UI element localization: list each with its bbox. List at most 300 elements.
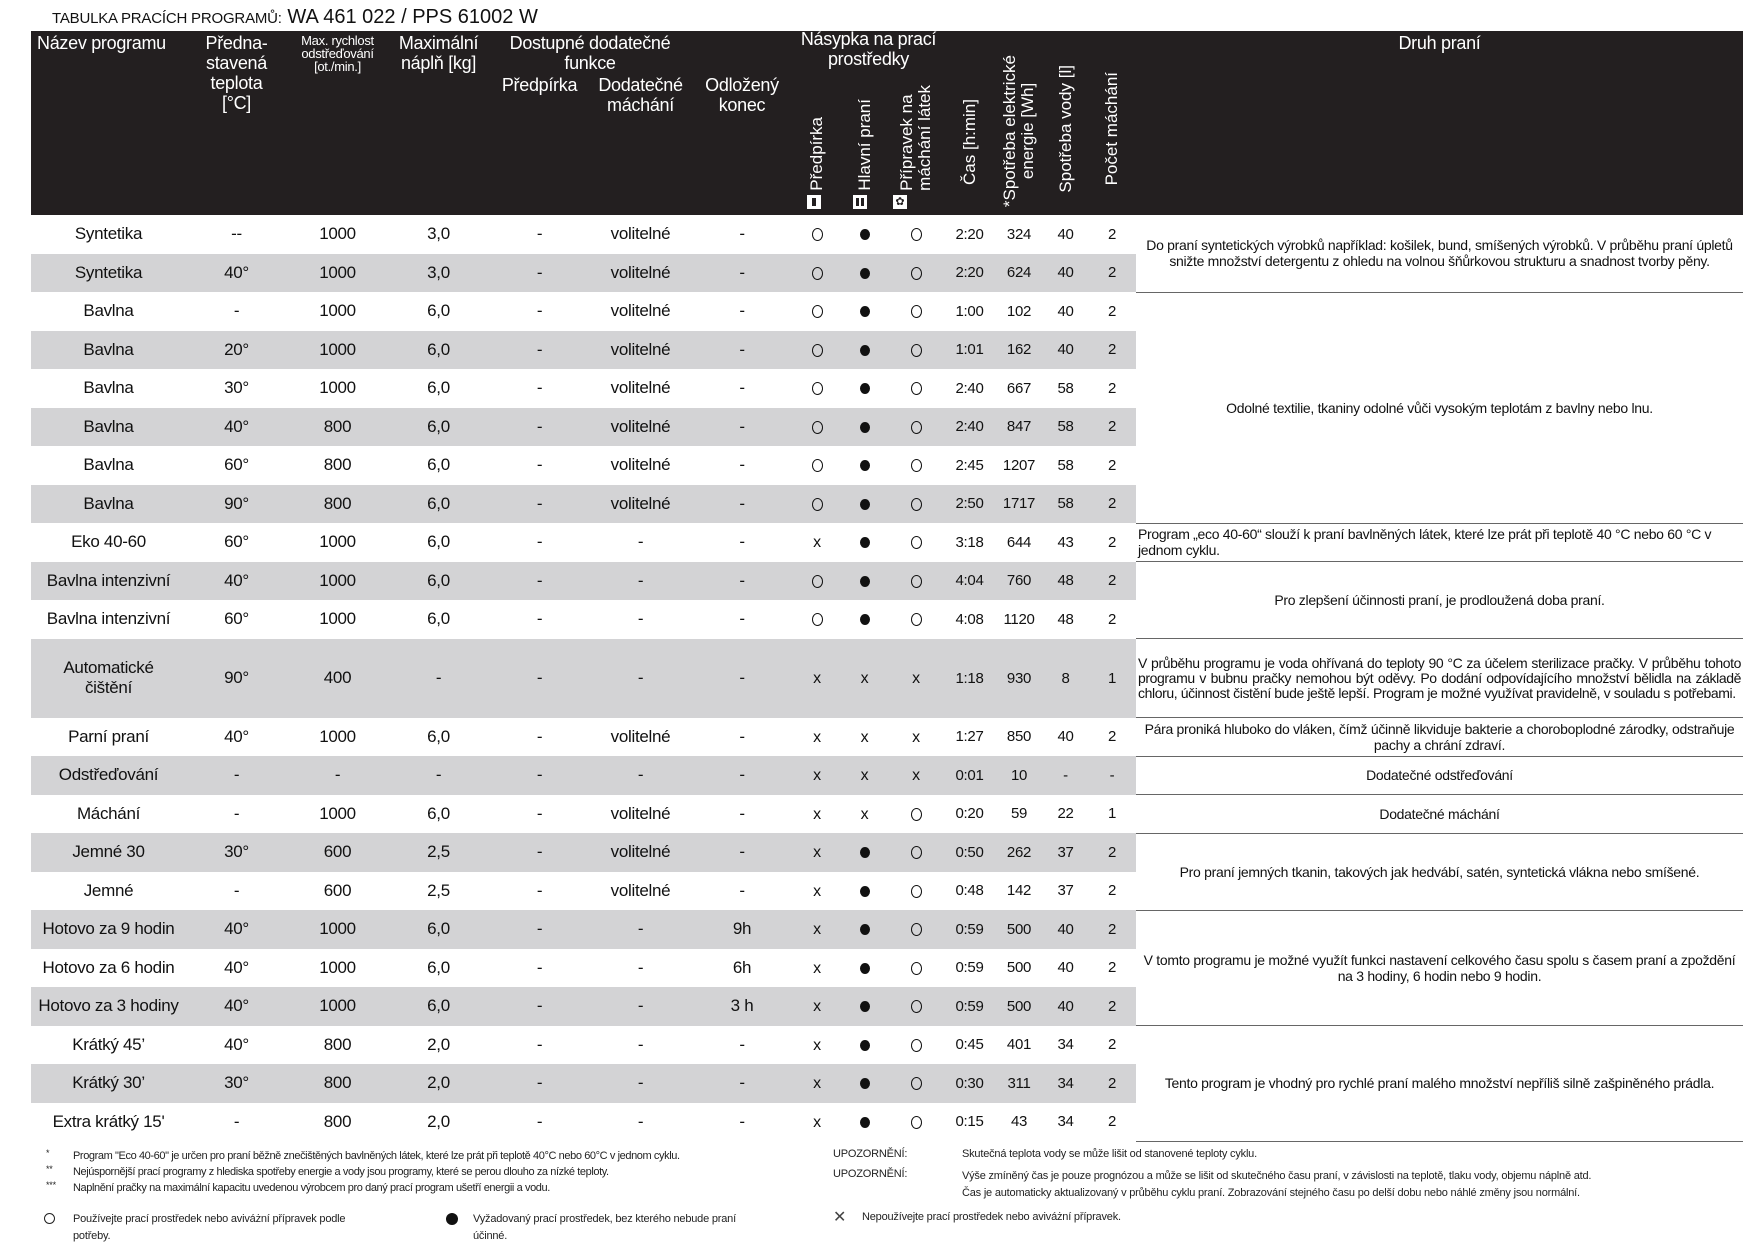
cell-delay: - xyxy=(739,455,745,475)
cell-name: Bavlna xyxy=(31,408,186,447)
cell-prewash: - xyxy=(536,455,543,475)
cell-name: Bavlna intenzivní xyxy=(46,609,171,629)
cell-disp-prewash xyxy=(793,331,841,370)
cell-temp: - xyxy=(233,301,240,321)
footnote-mark xyxy=(46,1148,49,1158)
cell-temp: 60° xyxy=(224,455,249,475)
cell-disp-prewash xyxy=(793,408,841,447)
warning-label: UPOZORNĚNÍ: xyxy=(833,1148,908,1160)
cell-disp-prewash xyxy=(793,910,841,949)
program-description: Tento program je vhodný pro rychlé praní malého množství nepříliš silně zašpiněného prádla. xyxy=(1136,1026,1743,1142)
note-mark: * xyxy=(46,1148,50,1158)
program-description: Dodatečné máchání xyxy=(1136,795,1743,834)
cell-disp-main xyxy=(841,369,888,408)
cell-name: Automatické čištění xyxy=(31,639,186,718)
optional-circle-icon xyxy=(911,1116,922,1129)
optional-circle-icon xyxy=(911,459,922,472)
cell-disp-prewash xyxy=(793,254,841,293)
cell-rinses: 2 xyxy=(1088,987,1136,1026)
cell-disp-main xyxy=(841,949,888,988)
table-row xyxy=(31,910,1743,949)
optional-circle-icon xyxy=(911,536,922,549)
warning-label xyxy=(833,1168,907,1180)
not-used-cross-icon: x xyxy=(813,1113,821,1131)
cell-extra-rinse: volitelné xyxy=(610,726,671,746)
cell-speed: 1000 xyxy=(319,224,356,244)
warning-text: Čas je automaticky aktualizovaný v průběhu cyklu praní. Zobrazování stejného času po delší dobu nebo náhlé změny jsou normální. xyxy=(962,1187,1580,1199)
not-used-cross-icon: x xyxy=(813,1075,821,1093)
cell-water: 48 xyxy=(1043,562,1088,601)
required-dot-icon xyxy=(860,268,870,279)
cell-prewash: - xyxy=(489,485,590,524)
cell-extra-rinse: volitelné xyxy=(590,833,691,872)
cell-speed: 1000 xyxy=(287,562,388,601)
cell-disp-prewash xyxy=(793,600,841,639)
table-row xyxy=(31,1026,1743,1065)
cell-speed: 1000 xyxy=(319,378,356,398)
cell-temp: 40° xyxy=(186,987,287,1026)
document-title xyxy=(52,6,538,29)
cell-name: Extra krátký 15' xyxy=(52,1111,165,1131)
cell-disp-prewash xyxy=(793,1103,841,1142)
cell-load: 6,0 xyxy=(388,910,489,949)
cell-load: 6,0 xyxy=(388,331,489,370)
optional-circle-icon xyxy=(911,613,922,626)
optional-circle-icon xyxy=(911,382,922,395)
cell-delay: - xyxy=(691,756,793,795)
table-row xyxy=(31,756,1743,795)
header-speed-line: odstřeďování xyxy=(301,46,374,61)
prewash-compartment-icon xyxy=(807,195,821,209)
cell-speed: 800 xyxy=(323,455,352,475)
cell-prewash: - xyxy=(536,532,543,552)
cell-rinses: 2 xyxy=(1088,833,1136,872)
cell-rinses: 1 xyxy=(1107,805,1117,823)
cell-temp: -- xyxy=(231,224,242,244)
cell-energy: 1717 xyxy=(995,485,1043,524)
header-energy xyxy=(995,32,1043,207)
cell-water: - xyxy=(1043,756,1088,795)
cell-load: 2,5 xyxy=(427,880,450,900)
program-description: Pára proniká hluboko do vláken, čímž účinně likviduje bakterie a choroboplodné zárodky, odstraňuje pachy a chrání zdraví. xyxy=(1136,718,1743,757)
cell-energy: 324 xyxy=(1006,225,1032,243)
table-row xyxy=(31,639,1743,718)
header-line: Přípravek na xyxy=(897,94,916,191)
cell-load: - xyxy=(388,639,489,718)
header-water xyxy=(1043,43,1088,193)
header-prewash: Předpírka xyxy=(501,75,578,95)
cell-water: 40 xyxy=(1057,225,1074,243)
cell-prewash: - xyxy=(489,1064,590,1103)
cell-speed: 1000 xyxy=(287,910,388,949)
cell-disp-softener xyxy=(888,446,944,485)
program-table xyxy=(31,215,1743,1142)
cell-rinses: 2 xyxy=(1107,302,1117,320)
header-dispenser xyxy=(793,29,944,69)
note-text: Program "Eco 40-60" je určen pro praní běžně znečištěných bavlněných látek, které lze prát při teplotě 40°C nebo 60°C v jednom cyklu. xyxy=(73,1150,680,1162)
required-dot-icon xyxy=(860,537,870,548)
header-line: energie [Wh] xyxy=(1018,82,1037,180)
table-row xyxy=(31,215,1743,254)
header-temp-line: [°C] xyxy=(222,93,251,113)
cell-water: 40 xyxy=(1057,302,1074,320)
cell-prewash: - xyxy=(489,562,590,601)
warning-label: UPOZORNĚNÍ: xyxy=(833,1168,908,1180)
header-temp xyxy=(186,33,287,113)
header-temp-line: stavená xyxy=(206,53,267,73)
program-description: Pro praní jemných tkanin, takových jak hedvábí, satén, syntetická vlákna nebo smíšené. xyxy=(1136,833,1743,910)
required-dot-icon xyxy=(860,924,870,935)
header-line: Dodatečné xyxy=(598,75,683,95)
cell-name: Hotovo za 9 hodin xyxy=(31,910,186,949)
cell-disp-prewash xyxy=(793,718,841,757)
header-line xyxy=(1001,55,1037,207)
cell-load: 6,0 xyxy=(427,301,450,321)
cell-water: 37 xyxy=(1043,833,1088,872)
cell-extra-rinse: volitelné xyxy=(610,301,671,321)
cell-disp-prewash xyxy=(793,756,841,795)
main-wash-compartment-icon xyxy=(853,195,867,209)
note-text: Nejúspornější prací programy z hlediska spotřeby energie a vody jsou programy, které se perou dlouho za nízké teploty. xyxy=(73,1166,609,1178)
cell-prewash: - xyxy=(489,254,590,293)
optional-circle-icon xyxy=(911,575,922,588)
cell-energy: 311 xyxy=(995,1064,1043,1103)
header-line: Spotřeba vody [l] xyxy=(1055,65,1075,193)
legend-text: Používejte prací prostředek nebo aviváżní přípravek podle xyxy=(73,1213,346,1225)
cell-water: 58 xyxy=(1043,408,1088,447)
not-used-cross-icon: x xyxy=(813,728,821,746)
cell-prewash: - xyxy=(536,957,543,977)
cell-speed: 600 xyxy=(323,880,352,900)
cell-temp: 60° xyxy=(224,532,249,552)
header-line: konec xyxy=(718,95,766,115)
header-line: Předpírka xyxy=(807,117,826,191)
header-type: Druh praní xyxy=(1398,33,1481,53)
model-number: WA 461 022 / PPS 61002 W xyxy=(281,6,538,28)
cell-load: 6,0 xyxy=(427,455,450,475)
warning-label xyxy=(833,1148,907,1160)
cell-disp-softener xyxy=(888,1064,944,1103)
header-extra-rinse xyxy=(590,75,691,115)
not-used-cross-icon: x xyxy=(813,959,821,977)
optional-circle-icon xyxy=(911,228,922,241)
cell-energy: 644 xyxy=(1006,533,1032,551)
cell-speed: 1000 xyxy=(287,987,388,1026)
cell-rinses: 2 xyxy=(1107,379,1117,397)
cell-prewash: - xyxy=(489,639,590,718)
table-row xyxy=(31,833,1743,872)
cell-load: 6,0 xyxy=(427,803,450,823)
cell-time: 0:50 xyxy=(944,833,995,872)
header-disp-prewash xyxy=(793,81,841,191)
required-dot-icon xyxy=(860,229,870,240)
cell-disp-main xyxy=(841,485,888,524)
cell-extra-rinse: volitelné xyxy=(610,224,671,244)
not-used-cross-icon: ✕ xyxy=(833,1209,847,1226)
cell-name: Bavlna xyxy=(83,301,134,321)
cell-extra-rinse: - xyxy=(637,532,644,552)
header-line: Násypka na prací xyxy=(800,29,937,49)
cell-delay: - xyxy=(739,1111,745,1131)
cell-name: Bavlna xyxy=(83,378,134,398)
cell-name: Jemné xyxy=(83,880,134,900)
cell-temp: 30° xyxy=(186,1064,287,1103)
optional-circle-icon xyxy=(812,421,823,434)
required-dot-icon xyxy=(860,499,870,510)
program-description: V průběhu programu je voda ohřívaná do teploty 90 °C za účelem sterilizace pračky. V průběhu tohoto programu v bubnu pračky nemohou být oděvy. Po dodání odpovídajícího množství bělidla na základě chloru, účinnost čistění bude ještě lepší. Program je možné využívat pravidelně, v souladu s potřebami. xyxy=(1136,639,1743,718)
header-line: máchání xyxy=(607,95,674,115)
cell-rinses: 2 xyxy=(1107,225,1117,243)
cell-speed: 800 xyxy=(287,485,388,524)
cell-extra-rinse: volitelné xyxy=(590,331,691,370)
cell-prewash: - xyxy=(536,726,543,746)
cell-disp-main xyxy=(841,1026,888,1065)
program-description: Do praní syntetických výrobků například: košilek, bund, smíšených výrobků. V průběhu praní úpletů snižte množství detergentu z ohledu na volnou šňůrkovou strukturu a snadnost tvorby pěny. xyxy=(1136,215,1743,292)
cell-speed: 1000 xyxy=(287,254,388,293)
footnote-mark xyxy=(46,1180,56,1190)
cell-time: 1:01 xyxy=(944,331,995,370)
cell-prewash: - xyxy=(489,408,590,447)
header-line xyxy=(898,85,934,191)
cell-name: Bavlna xyxy=(31,485,186,524)
optional-circle-icon xyxy=(911,885,922,898)
cell-disp-main xyxy=(841,408,888,447)
cell-disp-softener xyxy=(888,485,944,524)
cell-speed: 800 xyxy=(287,408,388,447)
optional-circle-icon xyxy=(812,459,823,472)
optional-circle-icon xyxy=(812,575,823,588)
required-dot-icon xyxy=(860,1078,870,1089)
optional-circle-icon xyxy=(812,305,823,318)
cell-temp: 30° xyxy=(224,378,249,398)
cell-time: 0:20 xyxy=(955,805,984,823)
cell-disp-softener xyxy=(888,795,944,834)
cell-disp-prewash xyxy=(793,987,841,1026)
cell-time: 2:40 xyxy=(944,408,995,447)
cell-load: 6,0 xyxy=(388,987,489,1026)
cell-water: 40 xyxy=(1043,331,1088,370)
cell-extra-rinse: volitelné xyxy=(610,378,671,398)
footnote xyxy=(73,1150,680,1162)
cell-delay: 9h xyxy=(691,910,793,949)
cell-name: Hotovo za 3 hodiny xyxy=(31,987,186,1026)
header-line: Počet máchání xyxy=(1102,71,1121,185)
required-dot-icon xyxy=(860,1040,870,1051)
cell-disp-main xyxy=(841,756,888,795)
header-load xyxy=(388,33,489,73)
cell-energy: 847 xyxy=(995,408,1043,447)
cell-prewash: - xyxy=(489,833,590,872)
cell-disp-main xyxy=(841,562,888,601)
header-line: Hlavní praní xyxy=(854,99,874,191)
cell-energy: 162 xyxy=(995,331,1043,370)
cell-energy: 850 xyxy=(1006,728,1032,746)
cell-load: 2,0 xyxy=(427,1111,450,1131)
header-line: *Spotřeba elektrické xyxy=(1000,54,1019,207)
cell-water: 58 xyxy=(1057,456,1074,474)
cell-energy: 10 xyxy=(995,756,1043,795)
program-description: V tomto programu je možné využít funkci nastavení celkového času spolu s časem praní a zpoždění na 3 hodiny, 6 hodin nebo 9 hodin. xyxy=(1136,910,1743,1026)
cell-time: 4:04 xyxy=(944,562,995,601)
header-speed xyxy=(287,34,388,73)
cell-prewash: - xyxy=(489,987,590,1026)
cell-speed: 1000 xyxy=(319,803,356,823)
cell-rinses: 2 xyxy=(1107,533,1117,551)
program-description: Program „eco 40-60“ slouží k praní bavlněných látek, které lze prát při teplotě 40 °C nebo 60 °C v jednom cyklu. xyxy=(1136,523,1743,562)
cell-temp: - xyxy=(233,803,240,823)
cell-delay: - xyxy=(691,408,793,447)
cell-water: 37 xyxy=(1057,882,1074,900)
not-used-cross-icon: x xyxy=(860,670,869,687)
cell-disp-softener xyxy=(888,718,944,757)
cell-disp-main xyxy=(841,292,888,331)
cell-temp: 40° xyxy=(224,1034,249,1054)
header-line: prostředky xyxy=(827,49,910,69)
cell-energy: 930 xyxy=(995,639,1043,718)
cell-energy: 401 xyxy=(1006,1036,1032,1054)
cell-rinses: 2 xyxy=(1088,1064,1136,1103)
cell-extra-rinse: volitelné xyxy=(590,485,691,524)
not-used-cross-icon: x xyxy=(813,844,821,862)
optional-circle-icon xyxy=(812,228,823,241)
not-used-cross-icon: x xyxy=(813,921,821,939)
cell-extra-rinse: - xyxy=(637,609,644,629)
cell-prewash: - xyxy=(489,331,590,370)
table-header xyxy=(31,31,1743,215)
cell-load: 6,0 xyxy=(427,532,450,552)
cell-speed: 600 xyxy=(287,833,388,872)
optional-circle-icon xyxy=(812,498,823,511)
required-dot-icon xyxy=(860,614,870,625)
cell-time: 0:15 xyxy=(955,1113,984,1131)
cell-time: 1:18 xyxy=(944,639,995,718)
cell-delay: - xyxy=(739,224,745,244)
table-row xyxy=(31,718,1743,757)
cell-time: 3:18 xyxy=(955,533,984,551)
cell-energy: 102 xyxy=(1006,302,1032,320)
cell-disp-prewash xyxy=(793,1064,841,1103)
cell-load: 6,0 xyxy=(427,378,450,398)
cell-disp-prewash xyxy=(793,446,841,485)
cell-extra-rinse: - xyxy=(637,957,644,977)
cell-rinses: 2 xyxy=(1107,959,1117,977)
cell-water: 40 xyxy=(1043,910,1088,949)
cell-rinses: 2 xyxy=(1107,728,1117,746)
cell-water: 34 xyxy=(1057,1036,1074,1054)
cell-load: 3,0 xyxy=(388,254,489,293)
cell-time: 2:20 xyxy=(944,254,995,293)
cell-rinses: 2 xyxy=(1088,408,1136,447)
cell-load: 6,0 xyxy=(388,485,489,524)
cell-load: 6,0 xyxy=(427,609,450,629)
cell-energy: 624 xyxy=(995,254,1043,293)
header-delay xyxy=(691,75,793,115)
cell-time: 4:08 xyxy=(955,610,984,628)
table-row xyxy=(31,562,1743,601)
note-mark: *** xyxy=(46,1180,56,1190)
header-line: Čas [h:min] xyxy=(959,99,979,185)
not-used-cross-icon: x xyxy=(912,670,920,687)
cell-disp-main xyxy=(841,254,888,293)
table-row xyxy=(31,795,1743,834)
header-rinses xyxy=(1088,35,1136,185)
footnote xyxy=(73,1182,550,1194)
cell-rinses: 2 xyxy=(1088,254,1136,293)
header-disp-main xyxy=(841,81,888,191)
cell-disp-main xyxy=(841,215,888,254)
cell-disp-softener xyxy=(888,1026,944,1065)
cell-delay: - xyxy=(739,1034,745,1054)
cell-temp: 40° xyxy=(224,957,249,977)
cell-disp-softener xyxy=(888,254,944,293)
legend-not-used xyxy=(862,1211,1121,1223)
cell-time: 0:48 xyxy=(955,882,984,900)
cell-energy: 500 xyxy=(1006,959,1032,977)
cell-disp-softener xyxy=(888,408,944,447)
optional-circle-icon xyxy=(812,382,823,395)
cell-name: Bavlna xyxy=(31,331,186,370)
cell-water: 40 xyxy=(1057,959,1074,977)
cell-extra-rinse: volitelné xyxy=(610,880,671,900)
cell-disp-main xyxy=(841,600,888,639)
cell-disp-main xyxy=(841,910,888,949)
header-temp-line: teplota xyxy=(210,73,263,93)
cell-temp: - xyxy=(186,756,287,795)
optional-circle-icon xyxy=(911,1039,922,1052)
header-load-line: Maximální xyxy=(398,33,479,53)
cell-speed: 1000 xyxy=(287,331,388,370)
cell-speed: 800 xyxy=(323,1111,352,1131)
not-used-cross-icon: x xyxy=(813,670,821,687)
cell-water: 40 xyxy=(1057,728,1074,746)
cell-delay: - xyxy=(691,833,793,872)
note-text: Naplnění pračky na maximální kapacitu uvedenou výrobcem pro daný prací program ušetří energii a vodu. xyxy=(73,1182,550,1194)
cell-delay: - xyxy=(691,562,793,601)
cell-energy: 500 xyxy=(995,987,1043,1026)
cell-extra-rinse: - xyxy=(637,1111,644,1131)
cell-disp-main xyxy=(841,718,888,757)
cell-disp-main xyxy=(841,1064,888,1103)
required-dot-icon xyxy=(860,1001,870,1012)
cell-load: 6,0 xyxy=(427,957,450,977)
cell-prewash: - xyxy=(536,1111,543,1131)
cell-rinses: - xyxy=(1088,756,1136,795)
cell-temp: - xyxy=(233,1111,240,1131)
cell-water: 48 xyxy=(1057,610,1074,628)
warning-text: Skutečná teplota vody se může lišit od stanovené teploty cyklu. xyxy=(962,1148,1257,1160)
cell-time: 0:45 xyxy=(955,1036,984,1054)
cell-water: 40 xyxy=(1043,987,1088,1026)
not-used-cross-icon: x xyxy=(860,728,869,746)
optional-circle-icon xyxy=(911,344,922,357)
cell-disp-prewash xyxy=(793,795,841,834)
not-used-cross-icon: x xyxy=(912,767,920,785)
title-prefix: TABULKA PRACÍCH PROGRAMŮ: xyxy=(52,10,282,27)
cell-extra-rinse: volitelné xyxy=(610,803,671,823)
cell-prewash: - xyxy=(489,756,590,795)
optional-circle-icon xyxy=(812,344,823,357)
not-used-cross-icon: x xyxy=(813,767,821,785)
cell-name: Krátký 45’ xyxy=(72,1034,145,1054)
warning-text xyxy=(962,1148,1257,1160)
cell-extra-rinse: volitelné xyxy=(590,408,691,447)
cell-prewash: - xyxy=(536,609,543,629)
cell-disp-softener xyxy=(888,872,944,911)
cell-delay: - xyxy=(691,1064,793,1103)
cell-energy: 1120 xyxy=(1003,610,1035,628)
cell-disp-main xyxy=(841,523,888,562)
cell-prewash: - xyxy=(536,1034,543,1054)
